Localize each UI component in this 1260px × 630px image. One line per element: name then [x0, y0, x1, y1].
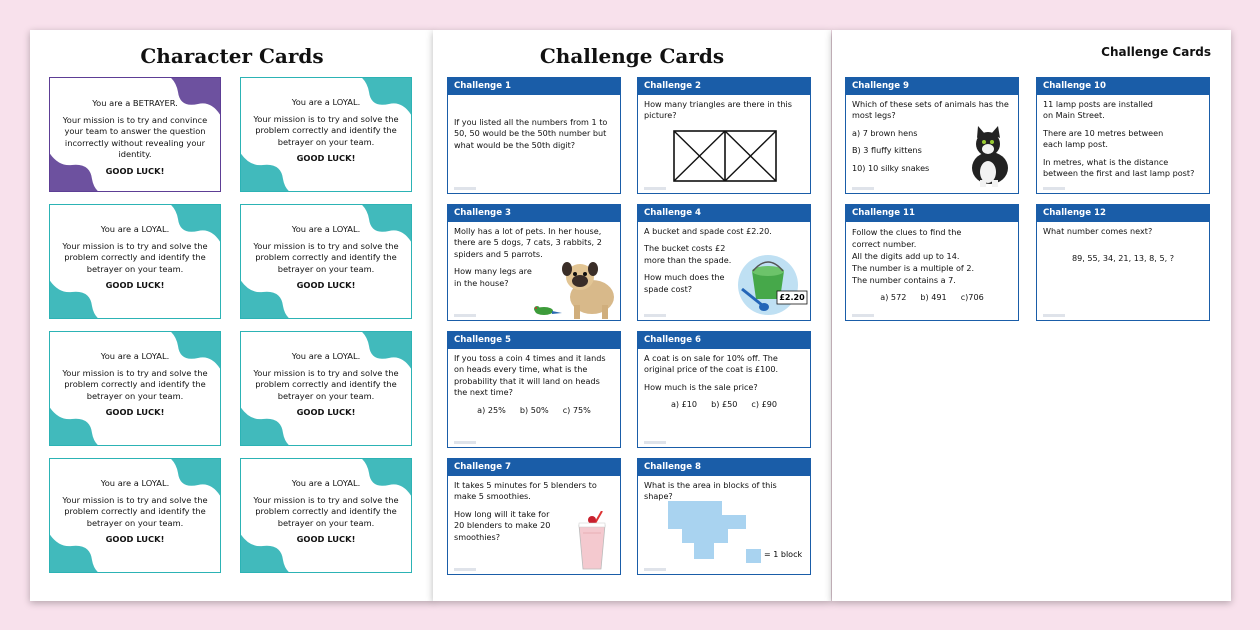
bucket-and-spade-picture	[736, 249, 810, 317]
challenge-text: A coat is on sale for 10% off. The original price of the coat is £100.	[644, 353, 779, 375]
character-role: You are a LOYAL.	[291, 97, 361, 107]
challenge-card-8	[637, 458, 811, 575]
character-role: You are a LOYAL.	[100, 224, 170, 234]
challenge-text: Which of these sets of animals has the most legs?	[852, 99, 1009, 121]
challenge-text: A bucket and spade cost £2.20.	[644, 226, 772, 236]
challenge-question: How much is the sale price?	[644, 381, 758, 392]
challenge-line2: There are 10 metres between each lamp post.	[1043, 127, 1164, 150]
good-luck-text: GOOD LUCK!	[296, 280, 356, 290]
challenge-line2: The bucket costs £2 more than the spade.	[644, 243, 732, 265]
answer-options	[852, 291, 1012, 303]
character-card-loyal	[240, 458, 412, 573]
character-role: You are a LOYAL.	[291, 351, 361, 361]
challenge-text: How many triangles are there in this picture?	[644, 99, 792, 121]
option-a: a) £10	[670, 399, 698, 410]
footer-logo	[644, 187, 666, 190]
price-tag: £2.20	[779, 293, 805, 302]
option-a: a) 572	[880, 292, 907, 302]
option-c: c) £90	[751, 399, 778, 410]
option-c: c)706	[960, 292, 984, 302]
challenge-header: Challenge 1	[448, 78, 620, 95]
challenge-text: It takes 5 minutes for 5 blenders to make 5 smoothies.	[454, 480, 597, 502]
block-key-icon	[746, 549, 761, 563]
cat-picture	[960, 124, 1016, 188]
character-role: You are a LOYAL.	[291, 224, 361, 234]
clue-2: All the digits add up to 14.	[852, 251, 960, 261]
page-title: Challenge Cards	[1101, 45, 1211, 59]
footer-logo	[454, 441, 476, 444]
character-mission: Your mission is to try and solve the problem correctly and identify the betrayer on your team.	[253, 494, 399, 528]
block-key-label: = 1 block	[764, 550, 803, 559]
challenge-question: How many legs are in the house?	[454, 266, 532, 288]
good-luck-text: GOOD LUCK!	[296, 407, 356, 417]
character-role: You are a LOYAL.	[291, 478, 361, 488]
challenge-header: Challenge 2	[638, 78, 810, 95]
clue-3: The number is a multiple of 2.	[852, 263, 975, 273]
clue-4: The number contains a 7.	[852, 275, 956, 285]
footer-logo	[1043, 314, 1065, 317]
good-luck-text: GOOD LUCK!	[296, 153, 356, 163]
good-luck-text: GOOD LUCK!	[105, 407, 165, 417]
challenge-text: If you listed all the numbers from 1 to 50, 50 would be the 50th number but what would be the 50th digit?	[454, 117, 608, 150]
challenge-text: 11 lamp posts are installed on Main Street.	[1043, 99, 1153, 121]
footer-logo	[852, 314, 874, 317]
challenge-header: Challenge 7	[448, 459, 620, 476]
option-b: B) 3 fluffy kittens	[852, 145, 922, 156]
option-b: b) 491	[920, 292, 947, 302]
good-luck-text: GOOD LUCK!	[105, 280, 165, 290]
number-sequence: 89, 55, 34, 21, 13, 8, 5, ?	[1071, 253, 1175, 264]
character-card-loyal	[240, 331, 412, 446]
challenge-header: Challenge 9	[846, 78, 1018, 95]
clue-1: Follow the clues to find the correct number.	[852, 227, 962, 249]
character-mission: Your mission is to try and convince your team to answer the question incorrectly without revealing your identity.	[62, 114, 208, 159]
challenge-card-5	[447, 331, 621, 448]
challenge-card-7	[447, 458, 621, 575]
option-a: a) 7 brown hens	[852, 127, 918, 138]
challenge-card-6	[637, 331, 811, 448]
character-card-loyal	[49, 331, 221, 446]
smoothie-picture	[574, 511, 610, 571]
challenge-card-3	[447, 204, 621, 321]
challenge-header: Challenge 12	[1037, 205, 1209, 222]
challenge-header: Challenge 5	[448, 332, 620, 349]
triangles-picture	[673, 130, 777, 182]
option-c: 10) 10 silky snakes	[852, 162, 930, 173]
page-title: Character Cards	[140, 44, 324, 68]
footer-logo	[644, 441, 666, 444]
challenge-question: How long will it take for 20 blenders to make 20 smoothies?	[454, 508, 551, 542]
challenge-card-9	[845, 77, 1019, 194]
option-a: a) 25%	[477, 404, 506, 415]
good-luck-text: GOOD LUCK!	[105, 534, 165, 544]
challenge-text: If you toss a coin 4 times and it lands on heads every time, what is the probability that it will land on heads the next time?	[454, 353, 606, 398]
character-mission: Your mission is to try and solve the problem correctly and identify the betrayer on your team.	[62, 494, 208, 528]
character-mission: Your mission is to try and solve the problem correctly and identify the betrayer on your team.	[253, 240, 399, 274]
challenge-card-12	[1036, 204, 1210, 321]
challenge-question: How much does the spade cost?	[644, 272, 725, 294]
option-c: c) 75%	[562, 404, 591, 415]
challenge-text: What is the area in blocks of this shape?	[644, 480, 777, 502]
challenge-card-1	[447, 77, 621, 194]
answer-options	[644, 399, 804, 410]
character-mission: Your mission is to try and solve the problem correctly and identify the betrayer on your team.	[253, 367, 399, 401]
character-card-loyal	[240, 204, 412, 319]
character-role: You are a BETRAYER.	[92, 98, 178, 108]
challenge-text: Molly has a lot of pets. In her house, there are 5 dogs, 7 cats, 3 rabbits, 2 spiders and 5 parrots.	[454, 226, 602, 259]
option-b: b) £50	[711, 399, 738, 410]
footer-logo	[454, 314, 476, 317]
footer-logo	[454, 568, 476, 571]
answer-options	[454, 405, 614, 416]
footer-logo	[852, 187, 874, 190]
footer-logo	[454, 187, 476, 190]
challenge-header: Challenge 8	[638, 459, 810, 476]
area-shape-picture	[668, 501, 758, 563]
character-card-loyal	[49, 204, 221, 319]
challenge-header: Challenge 6	[638, 332, 810, 349]
challenge-card-4	[637, 204, 811, 321]
challenge-text: What number comes next?	[1043, 226, 1153, 236]
character-card-loyal	[49, 458, 221, 573]
character-mission: Your mission is to try and solve the problem correctly and identify the betrayer on your team.	[62, 367, 208, 401]
character-mission: Your mission is to try and solve the problem correctly and identify the betrayer on your team.	[62, 240, 208, 274]
footer-logo	[644, 568, 666, 571]
challenge-header: Challenge 3	[448, 205, 620, 222]
character-role: You are a LOYAL.	[100, 478, 170, 488]
character-card-betrayer	[49, 77, 221, 192]
pug-and-parrot-picture	[532, 257, 620, 320]
footer-logo	[644, 314, 666, 317]
challenge-header: Challenge 11	[846, 205, 1018, 222]
challenge-header: Challenge 10	[1037, 78, 1209, 95]
good-luck-text: GOOD LUCK!	[296, 534, 356, 544]
challenge-header: Challenge 4	[638, 205, 810, 222]
footer-logo	[1043, 187, 1065, 190]
challenge-card-11	[845, 204, 1019, 321]
character-role: You are a LOYAL.	[100, 351, 170, 361]
option-b: b) 50%	[519, 404, 549, 415]
character-card-loyal	[240, 77, 412, 192]
page-title: Challenge Cards	[539, 44, 725, 68]
good-luck-text: GOOD LUCK!	[105, 165, 165, 176]
challenge-question: In metres, what is the distance between the first and last lamp post?	[1043, 156, 1195, 179]
character-mission: Your mission is to try and solve the problem correctly and identify the betrayer on your team.	[253, 113, 399, 147]
challenge-card-2	[637, 77, 811, 194]
challenge-card-10	[1036, 77, 1210, 194]
